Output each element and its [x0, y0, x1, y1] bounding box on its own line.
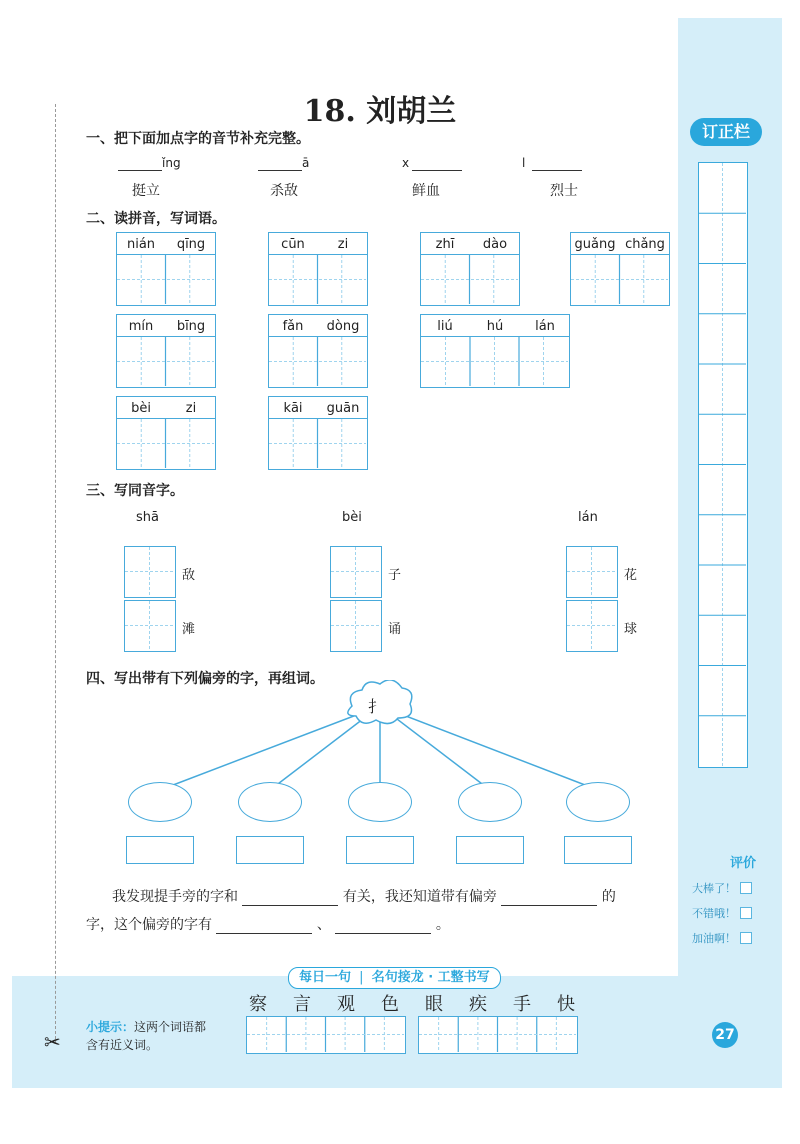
pinyin-writing-grid[interactable]: [420, 314, 570, 388]
pinyin-label: guān: [326, 401, 360, 416]
answer-blank[interactable]: [335, 919, 431, 934]
pinyin-label: zi: [185, 401, 197, 416]
pinyin-label: guǎng: [574, 237, 616, 252]
pinyin-blank[interactable]: [118, 170, 162, 171]
evaluation-item: [692, 902, 762, 921]
pinyin-label: lán: [578, 510, 598, 525]
answer-rect[interactable]: [346, 836, 414, 864]
char-cells[interactable]: [269, 337, 366, 386]
answer-ellipse[interactable]: [348, 782, 412, 822]
pinyin-writing-grid[interactable]: [268, 232, 368, 306]
answer-rect[interactable]: [236, 836, 304, 864]
idiom-char: 言: [293, 994, 311, 1015]
answer-rect[interactable]: [456, 836, 524, 864]
daily-tag: 每日一句: [299, 970, 352, 985]
evaluation-title: 评价: [729, 856, 756, 871]
sentence-line-2: [86, 914, 450, 934]
dotted-word: 烈士: [550, 183, 578, 199]
char-cells[interactable]: [421, 337, 568, 386]
char-writing-box[interactable]: [566, 546, 618, 598]
pinyin-label: bīng: [176, 319, 206, 334]
pinyin-blank[interactable]: [412, 170, 462, 171]
char-suffix: 敌: [182, 568, 196, 583]
idiom-grid-2[interactable]: [418, 1016, 578, 1054]
idiom-char: 色: [381, 994, 399, 1015]
pinyin-label: mín: [128, 319, 154, 334]
answer-ellipse[interactable]: [566, 782, 630, 822]
idiom-char: 察: [249, 994, 267, 1015]
pinyin-writing-grid[interactable]: [116, 314, 216, 388]
evaluation-checkbox[interactable]: [740, 907, 752, 919]
evaluation-text: 加油啊！: [692, 932, 736, 945]
pinyin-suffix: ā: [302, 156, 310, 170]
cut-line: [55, 104, 56, 1044]
section-1-heading: 一、把下面加点字的音节补充完整。: [86, 131, 310, 147]
pinyin-blank[interactable]: [258, 170, 302, 171]
pinyin-label: bèi: [131, 401, 151, 416]
char-suffix: 滩: [182, 622, 196, 637]
answer-ellipse[interactable]: [238, 782, 302, 822]
sentence-text: 的: [601, 889, 616, 905]
tip-text: 含有近义词。: [86, 1038, 159, 1052]
char-writing-box[interactable]: [124, 600, 176, 652]
dotted-word: 杀敌: [270, 183, 298, 199]
char-cells[interactable]: [269, 255, 366, 304]
pinyin-label: bèi: [342, 510, 362, 525]
char-suffix: 球: [624, 622, 638, 637]
pinyin-label: fǎn: [282, 319, 304, 334]
evaluation-checkbox[interactable]: [740, 882, 752, 894]
pinyin-label: nián: [126, 237, 156, 252]
pinyin-writing-grid[interactable]: [268, 314, 368, 388]
pinyin-writing-grid[interactable]: [116, 232, 216, 306]
page-title: 18. 刘胡兰: [303, 94, 457, 129]
dotted-word: 挺立: [132, 183, 160, 199]
tip-label: 小提示：: [86, 1020, 135, 1034]
section-4-heading: 四、写出带有下列偏旁的字，再组词。: [86, 671, 324, 687]
char-cells[interactable]: [117, 419, 214, 468]
tip-text: 这两个词语都: [134, 1020, 207, 1034]
pinyin-label: qīng: [176, 237, 206, 252]
idiom-char: 观: [337, 994, 355, 1015]
char-writing-box[interactable]: [566, 600, 618, 652]
evaluation-checkbox[interactable]: [740, 932, 752, 944]
pinyin-label: liú: [437, 319, 453, 334]
pinyin-label: shā: [136, 510, 159, 525]
pinyin-label: zhī: [435, 237, 455, 252]
answer-blank[interactable]: [216, 919, 312, 934]
char-cells[interactable]: [571, 255, 668, 304]
pinyin-label: zi: [337, 237, 349, 252]
pinyin-blank[interactable]: [532, 170, 582, 171]
sentence-text: 字，这个偏旁的字有: [86, 917, 212, 933]
sentence-text: 有关，我还知道带有偏旁: [342, 889, 497, 905]
char-cells[interactable]: [421, 255, 518, 304]
evaluation-panel: [692, 852, 762, 945]
section-3-heading: 三、写同音字。: [86, 483, 184, 499]
evaluation-item: [692, 877, 762, 896]
sentence-line-1: [112, 886, 672, 906]
pinyin-writing-grid[interactable]: [268, 396, 368, 470]
char-cells[interactable]: [117, 255, 214, 304]
char-suffix: 花: [624, 568, 638, 583]
pinyin-label: dào: [482, 237, 508, 252]
idiom-char: 快: [557, 994, 575, 1015]
idiom-char: 眼: [425, 994, 443, 1015]
page-number: 27: [712, 1022, 738, 1048]
daily-title: 名句接龙 · 工整书写: [371, 970, 490, 985]
idiom-grid-1[interactable]: [246, 1016, 406, 1054]
radical-label: 扌: [368, 697, 385, 716]
pinyin-label: dòng: [326, 319, 360, 334]
pinyin-label: cūn: [281, 237, 305, 252]
sentence-text: 、: [316, 917, 331, 933]
sentence-text: 我发现提手旁的字和: [112, 889, 238, 905]
scissors-icon: ✂: [44, 1030, 61, 1054]
char-cells[interactable]: [269, 419, 366, 468]
dotted-word: 鲜血: [412, 183, 440, 199]
pinyin-writing-grid[interactable]: [116, 396, 216, 470]
pinyin-prefix: l: [522, 156, 526, 170]
tip-box: [86, 1018, 206, 1054]
pinyin-suffix: ǐng: [162, 156, 181, 170]
correction-grid[interactable]: [698, 162, 748, 768]
char-suffix: 子: [388, 568, 402, 583]
evaluation-item: [692, 927, 762, 946]
idiom-char: 手: [513, 994, 531, 1015]
char-writing-box[interactable]: [330, 600, 382, 652]
answer-blank[interactable]: [242, 891, 338, 906]
daily-header: 每日一句 | 名句接龙 · 工整书写: [288, 967, 501, 989]
pinyin-label: hú: [486, 319, 504, 334]
pinyin-label: chǎng: [625, 237, 665, 252]
pinyin-label: lán: [535, 319, 555, 334]
section-2-heading: 二、读拼音，写词语。: [86, 211, 226, 227]
char-writing-box[interactable]: [124, 546, 176, 598]
idiom-char: 疾: [469, 994, 487, 1015]
answer-blank[interactable]: [501, 891, 597, 906]
pinyin-writing-grid[interactable]: [570, 232, 670, 306]
answer-ellipse[interactable]: [128, 782, 192, 822]
answer-rect[interactable]: [564, 836, 632, 864]
evaluation-text: 不错哦！: [692, 907, 736, 920]
answer-rect[interactable]: [126, 836, 194, 864]
char-writing-box[interactable]: [330, 546, 382, 598]
pinyin-writing-grid[interactable]: [420, 232, 520, 306]
pinyin-label: kāi: [283, 401, 303, 416]
correction-label: 订正栏: [690, 118, 762, 146]
char-suffix: 诵: [388, 622, 402, 637]
char-cells[interactable]: [117, 337, 214, 386]
pinyin-prefix: x: [402, 156, 410, 170]
answer-ellipse[interactable]: [458, 782, 522, 822]
evaluation-text: 大棒了！: [692, 882, 736, 895]
sentence-text: 。: [435, 917, 450, 933]
